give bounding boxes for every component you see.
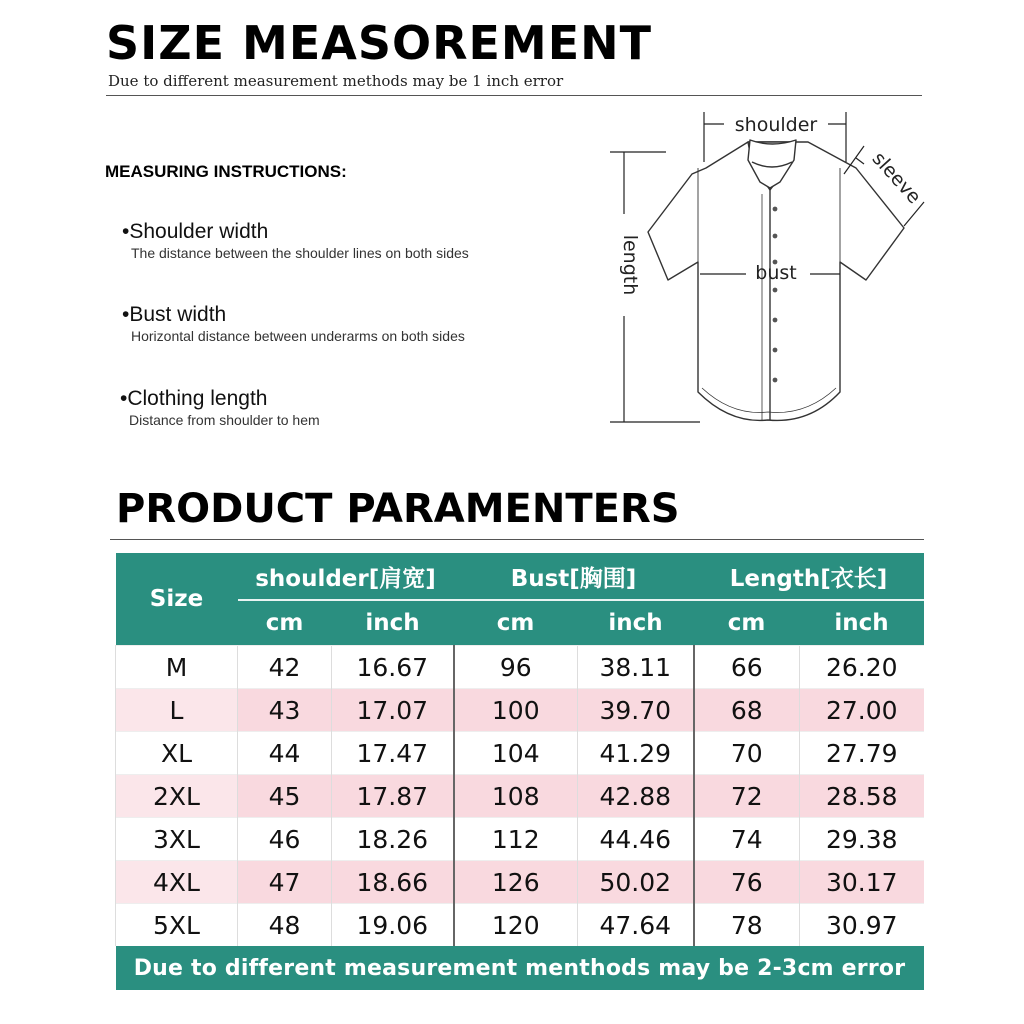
table-cell: 120 [454, 904, 578, 947]
table-cell: 100 [454, 689, 578, 732]
table-cell: 39.70 [578, 689, 694, 732]
table-cell: 104 [454, 732, 578, 775]
table-cell: 50.02 [578, 861, 694, 904]
instruction-desc: Distance from shoulder to hem [129, 412, 320, 428]
unit-header: inch [578, 600, 694, 646]
shoulder-label: shoulder [734, 114, 818, 136]
table-cell: 72 [694, 775, 800, 818]
length-header: Length[衣长] [694, 553, 924, 600]
table-cell: 42 [238, 646, 332, 689]
params-title: PRODUCT PARAMENTERS [116, 486, 680, 532]
table-cell: 18.26 [332, 818, 454, 861]
instructions-heading: MEASURING INSTRUCTIONS: [105, 162, 347, 181]
instruction-bust [122, 303, 465, 344]
page-title: SIZE MEASOREMENT [106, 16, 652, 70]
table-cell: 108 [454, 775, 578, 818]
shoulder-header: shoulder[肩宽] [238, 553, 454, 600]
table-cell: 45 [238, 775, 332, 818]
page-subtitle: Due to different measurement methods may be 1 inch error [108, 72, 564, 90]
table-row [116, 732, 924, 775]
table-cell: 30.17 [800, 861, 924, 904]
table-cell: 27.00 [800, 689, 924, 732]
length-label: length [619, 234, 641, 296]
table-cell: 48 [238, 904, 332, 947]
table-cell: 17.87 [332, 775, 454, 818]
table-cell: 126 [454, 861, 578, 904]
table-cell: 29.38 [800, 818, 924, 861]
bust-label: bust [755, 262, 797, 284]
size-cell: 3XL [116, 818, 238, 861]
unit-header: cm [238, 600, 332, 646]
table-cell: 74 [694, 818, 800, 861]
table-cell: 19.06 [332, 904, 454, 947]
table-footer-row [116, 946, 924, 990]
table-cell: 17.47 [332, 732, 454, 775]
size-header: Size [116, 553, 238, 646]
table-cell: 44.46 [578, 818, 694, 861]
table-cell: 44 [238, 732, 332, 775]
table-footer-note: Due to different measurement menthods may be 2-3cm error [116, 946, 924, 990]
table-cell: 28.58 [800, 775, 924, 818]
table-cell: 41.29 [578, 732, 694, 775]
table-cell: 16.67 [332, 646, 454, 689]
instruction-title: •Clothing length [120, 387, 268, 410]
table-cell: 47.64 [578, 904, 694, 947]
instruction-length [120, 387, 320, 428]
table-row [116, 861, 924, 904]
table-cell: 42.88 [578, 775, 694, 818]
table-row [116, 775, 924, 818]
sleeve-label: sleeve [867, 147, 926, 209]
size-cell: 4XL [116, 861, 238, 904]
table-cell: 43 [238, 689, 332, 732]
size-cell: XL [116, 732, 238, 775]
divider [110, 539, 924, 540]
instruction-shoulder [122, 220, 469, 261]
unit-header: cm [694, 600, 800, 646]
table-cell: 38.11 [578, 646, 694, 689]
table-cell: 76 [694, 861, 800, 904]
size-cell: 5XL [116, 904, 238, 947]
table-cell: 26.20 [800, 646, 924, 689]
instruction-desc: The distance between the shoulder lines on both sides [131, 245, 469, 261]
table-cell: 47 [238, 861, 332, 904]
table-row [116, 818, 924, 861]
size-cell: L [116, 689, 238, 732]
table-row [116, 689, 924, 732]
bust-header: Bust[胸围] [454, 553, 694, 600]
instruction-desc: Horizontal distance between underarms on both sides [131, 328, 465, 344]
table-cell: 78 [694, 904, 800, 947]
shirt-measurement-diagram [600, 102, 930, 432]
table-cell: 27.79 [800, 732, 924, 775]
table-cell: 68 [694, 689, 800, 732]
table-cell: 30.97 [800, 904, 924, 947]
unit-header: inch [800, 600, 924, 646]
instruction-title: •Bust width [122, 303, 227, 326]
table-cell: 66 [694, 646, 800, 689]
table-cell: 70 [694, 732, 800, 775]
unit-header: inch [332, 600, 454, 646]
table-row [116, 904, 924, 947]
table-cell: 17.07 [332, 689, 454, 732]
table-cell: 96 [454, 646, 578, 689]
unit-header: cm [454, 600, 578, 646]
size-cell: 2XL [116, 775, 238, 818]
table-cell: 46 [238, 818, 332, 861]
size-cell: M [116, 646, 238, 689]
size-table [115, 553, 924, 990]
table-cell: 112 [454, 818, 578, 861]
table-cell: 18.66 [332, 861, 454, 904]
table-row [116, 646, 924, 689]
divider [106, 95, 922, 96]
instruction-title: •Shoulder width [122, 220, 269, 243]
